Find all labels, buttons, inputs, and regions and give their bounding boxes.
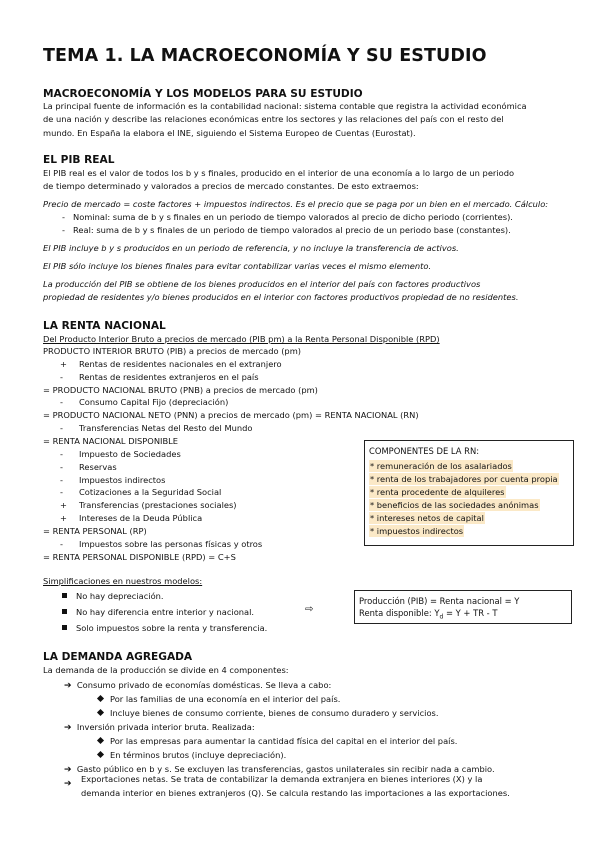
paragraph-line: mundo. En España la elabora el INE, siguiendo el Sistema Europeo de Cuentas (Eurostat). bbox=[43, 127, 416, 138]
renta-aggregate-row: = RENTA PERSONAL (RP) bbox=[43, 525, 147, 536]
rn-component-item: * renta de los trabajadores por cuenta propia bbox=[370, 474, 558, 484]
rn-component-item: * intereses netos de capital bbox=[370, 513, 484, 523]
paragraph-line: de una nación y describe las relaciones económicas entre los sectores y las relaciones del país con el resto del bbox=[43, 114, 504, 125]
renta-aggregate-row: = RENTA NACIONAL DISPONIBLE bbox=[43, 435, 179, 446]
simplificaciones-title: Simplificaciones en nuestros modelos: bbox=[43, 576, 203, 586]
arrow-icon: ➔ bbox=[64, 765, 72, 775]
pib-note-3 bbox=[43, 278, 559, 305]
paragraph-line: La principal fuente de información es la contabilidad nacional: sistema contable que registra la actividad económica bbox=[43, 101, 527, 111]
renta-adjustment-row: - Transferencias Netas del Resto del Mundo bbox=[60, 423, 253, 434]
price-note: Precio de mercado = coste factores + impuestos indirectos. Es el precio que se paga por un bien en el mercado. Cálculo: bbox=[43, 199, 549, 209]
pib-equation-line-1: Producción (PIB) = Renta nacional = Y bbox=[359, 596, 520, 606]
renta-adjustment-row: - Impuesto de Sociedades bbox=[60, 448, 181, 459]
section-heading-demanda-agregada: LA DEMANDA AGREGADA bbox=[43, 651, 193, 663]
demanda-subitem: Por las familias de una economía en el interior del país. bbox=[98, 694, 340, 704]
arrow-icon: ➔ bbox=[64, 681, 72, 691]
arrow-icon: ➔ bbox=[64, 779, 72, 789]
renta-aggregate-row: = RENTA PERSONAL DISPONIBLE (RPD) = C+S bbox=[43, 551, 236, 562]
rn-component-item: * beneficios de las sociedades anónimas bbox=[370, 500, 539, 510]
rn-box-title: COMPONENTES DE LA RN: bbox=[369, 446, 480, 456]
renta-adjustment-row: + Transferencias (prestaciones sociales) bbox=[60, 500, 237, 511]
pib-equation-line-2: Renta disponible: $Y_d = Y$ + TR - T bbox=[359, 608, 498, 621]
paragraph-line: demanda interior en bienes extranjeros (Q). Se calcula restando las importaciones a las exportaciones. bbox=[81, 788, 510, 798]
section-heading-macroeconomia: MACROECONOMÍA Y LOS MODELOS PARA SU ESTUDIO bbox=[43, 88, 363, 100]
rn-component-item: * renta procedente de alquileres bbox=[370, 487, 505, 497]
demanda-subitem: En términos brutos (incluye depreciación). bbox=[98, 750, 286, 760]
pib-note-2: El PIB sólo incluye los bienes finales para evitar contabilizar varias veces el mismo elemento. bbox=[43, 261, 432, 271]
renta-adjustment-row: - Impuestos sobre las personas físicas y otros bbox=[60, 538, 263, 549]
exportaciones-paragraph bbox=[81, 772, 559, 800]
demanda-component: ➔ Gasto público en b y s. Se excluyen las transferencias, gastos unilaterales sin recibir nada a cambio. bbox=[64, 764, 495, 775]
arrow-icon: ➔ bbox=[64, 723, 72, 733]
demanda-component: ➔ Inversión privada interior bruta. Realizada: bbox=[64, 722, 255, 733]
renta-adjustment-row: - Impuestos indirectos bbox=[60, 474, 166, 485]
section-heading-renta-nacional: LA RENTA NACIONAL bbox=[43, 320, 166, 332]
simplificacion-item: Solo impuestos sobre la renta y transferencia. bbox=[62, 623, 267, 633]
calc-nominal: - Nominal: suma de b y s finales en un periodo de tiempo valorados al precio de dicho periodo (corrientes). bbox=[62, 212, 513, 222]
demanda-subitem: Incluye bienes de consumo corriente, bienes de consumo duradero y servicios. bbox=[98, 708, 439, 718]
renta-adjustment-row: - Cotizaciones a la Seguridad Social bbox=[60, 487, 222, 498]
renta-adjustment-row: - Reservas bbox=[60, 461, 117, 472]
section-heading-pib-real: EL PIB REAL bbox=[43, 154, 115, 166]
pib-note-1: El PIB incluye b y s producidos en un periodo de referencia, y no incluye la transferencia de activos. bbox=[43, 243, 459, 253]
paragraph-line: Exportaciones netas. Se trata de contabilizar la demanda extranjera en bienes interiores (X) y la bbox=[81, 774, 483, 784]
demanda-component bbox=[64, 778, 72, 789]
renta-adjustment-row: - Consumo Capital Fijo (depreciación) bbox=[60, 397, 229, 408]
renta-subtitle: Del Producto Interior Bruto a precios de mercado (PIB pm) a la Renta Personal Disponible (RPD) bbox=[43, 334, 440, 344]
paragraph-line: propiedad de residentes y/o bienes producidos en el interior con factores productivos propiedad de no residentes. bbox=[43, 292, 519, 303]
pib-equation-box bbox=[354, 590, 572, 624]
renta-aggregate-row: = PRODUCTO NACIONAL NETO (PNN) a precios de mercado (pm) = RENTA NACIONAL (RN) bbox=[43, 410, 419, 421]
paragraph-line: La producción del PIB se obtiene de los bienes producidos en el interior del país con factores productivos bbox=[43, 279, 481, 289]
paragraph-line: El PIB real es el valor de todos los b y s finales, producido en el interior de una economía a lo largo de un periodo bbox=[43, 168, 515, 178]
rn-component-item: * impuestos indirectos bbox=[370, 526, 464, 536]
rn-component-item: * remuneración de los asalariados bbox=[370, 461, 512, 471]
rn-components-box bbox=[364, 440, 574, 546]
demanda-intro: La demanda de la producción se divide en 4 componentes: bbox=[43, 665, 289, 675]
renta-aggregate-row: = PRODUCTO NACIONAL BRUTO (PNB) a precios de mercado (pm) bbox=[43, 384, 318, 395]
section1-paragraph bbox=[43, 100, 559, 140]
renta-adjustment-row: + Rentas de residentes nacionales en el extranjero bbox=[60, 358, 282, 369]
arrow-right-icon: ⇨ bbox=[305, 604, 314, 615]
renta-aggregate-row: PRODUCTO INTERIOR BRUTO (PIB) a precios de mercado (pm) bbox=[43, 346, 302, 356]
calc-real: - Real: suma de b y s finales de un periodo de tiempo valorados al precio de un periodo base (constantes). bbox=[62, 225, 511, 235]
demanda-component: ➔ Consumo privado de economías domésticas. Se lleva a cabo: bbox=[64, 680, 332, 691]
paragraph-line: de tiempo determinado y valorados a precios de mercado constantes. De esto extraemos: bbox=[43, 181, 419, 192]
renta-adjustment-row: + Intereses de la Deuda Pública bbox=[60, 513, 203, 524]
simplificacion-item: No hay depreciación. bbox=[62, 591, 164, 601]
simplificacion-item: No hay diferencia entre interior y nacional. bbox=[62, 607, 254, 617]
demanda-subitem: Por las empresas para aumentar la cantidad física del capital en el interior del país. bbox=[98, 736, 457, 746]
renta-adjustment-row: - Rentas de residentes extranjeros en el país bbox=[60, 371, 259, 382]
page-title: TEMA 1. LA MACROECONOMÍA Y SU ESTUDIO bbox=[43, 46, 487, 66]
section2-paragraph bbox=[43, 167, 559, 194]
